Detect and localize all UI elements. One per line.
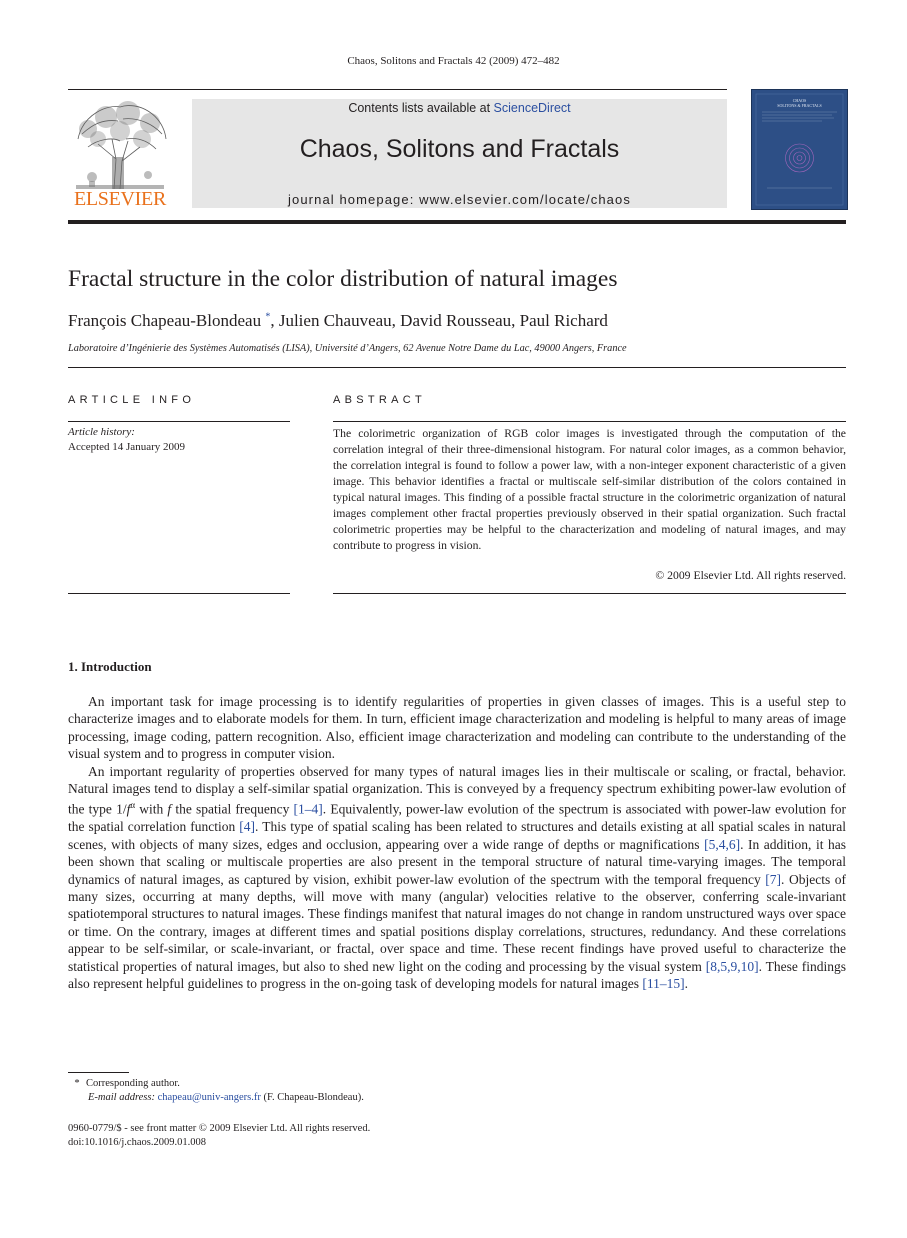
text-run: . These findings also represent helpful guidelines to progress in the on-going task of developing models for natural images xyxy=(68,958,846,991)
journal-cover-image xyxy=(751,89,848,210)
text-run: . In addition, it has been shown that scaling or multiscale properties are also present in the temporal structure of natural time-varying images. The temporal dynamics of natural images, as captured by vision, exhibit power-law evolution of the spectrum with the temporal frequency xyxy=(68,836,846,887)
email-label: E-mail address: xyxy=(88,1092,155,1103)
journal-title: Chaos, Solitons and Fractals xyxy=(299,135,620,163)
footnote-email xyxy=(88,1092,364,1103)
affiliation: Laboratoire d’Ingénierie des Systèmes Automatisés (LISA), Université d’Angers, 62 Avenue Notre Dame du Lac, 49000 Angers, France xyxy=(68,343,627,354)
author-first: François Chapeau-Blondeau xyxy=(68,311,262,330)
footnote-mark: * xyxy=(74,1078,80,1089)
issn-line: 0960-0779/$ - see front matter © 2009 Elsevier Ltd. All rights reserved. xyxy=(68,1123,371,1134)
contents-line xyxy=(192,101,727,115)
cover-title-line-1: CHAOS xyxy=(792,98,807,103)
accepted-date: Accepted 14 January 2009 xyxy=(68,441,185,453)
masthead-bottom-rule xyxy=(68,220,846,224)
citation-link[interactable]: [11–15] xyxy=(642,976,685,991)
running-head: Chaos, Solitons and Fractals 42 (2009) 472–482 xyxy=(347,55,560,67)
math-alpha: α xyxy=(130,800,136,811)
article-info-rule-bottom xyxy=(68,593,290,594)
cover-title-line-2: SOLITONS & FRACTALS xyxy=(777,103,822,108)
publisher-logo xyxy=(68,99,172,211)
header-divider xyxy=(68,367,846,368)
abstract-rule-bottom xyxy=(333,593,846,594)
journal-masthead xyxy=(68,89,846,211)
math-f: f xyxy=(126,801,131,817)
author-rest: , Julien Chauveau, David Rousseau, Paul Richard xyxy=(270,311,608,330)
masthead-top-rule xyxy=(68,89,727,90)
text-run: . Objects of many sizes, occurring at many depths, will move with many (angular) velocities relative to the observer, conferring scale-invariant spatiotemporal structures to natural images. These findings manifest that natural images do not change in random unstructured ways over space or time. On the contrary, images at different times and spatial positions display correlations, structures, redundancy. And these correlations appear to be self-similar, or scale-invariant, or fractal, over space and time. These recent findings have proved useful to characterize the statistical properties of natural images, but also to shed new light on the coding and processing by the visual system xyxy=(68,871,846,974)
text-run: An important regularity of properties observed for many types of natural images lies in their multiscale or scaling, or fractal, behavior. Natural images tend to display a self-similar spatial organization. This is conveyed by a frequency spectrum exhibiting power-law evolution of the type 1/ xyxy=(68,763,846,817)
footnote-corresponding xyxy=(68,1078,180,1089)
sciencedirect-link[interactable]: ScienceDirect xyxy=(493,101,571,115)
text-run: the spatial frequency xyxy=(171,801,294,817)
doi-line: doi:10.1016/j.chaos.2009.01.008 xyxy=(68,1137,206,1148)
text-run: . Equivalently, power-law evolution of the spectrum is associated with power-law evolution for the spatial correlation function xyxy=(68,801,846,835)
citation-link[interactable]: [8,5,9,10] xyxy=(705,958,759,974)
footnote-corresponding-text: Corresponding author. xyxy=(86,1078,180,1089)
citation-link[interactable]: [7] xyxy=(765,871,782,887)
introduction-body xyxy=(68,693,846,992)
publisher-wordmark: ELSEVIER xyxy=(73,188,167,210)
abstract-text: The colorimetric organization of RGB color images is investigated through the computation of the correlation integral of their three-dimensional histogram. For natural color images, as a common behavior, the correlation integral is found to follow a power law, with a non-integer exponent characteristic of a given image. This behavior identifies a fractal or multiscale self-similar distribution of the colors contained in typical natural images. This finding of a possible fractal structure in the colorimetric organization of natural images complement other fractal properties previously observed in their spatial organization. Such fractal colorimetric properties may be helpful to the characterization and modeling of natural images, and may contribute to progress in vision. xyxy=(333,427,846,552)
abstract-copyright: © 2009 Elsevier Ltd. All rights reserved. xyxy=(655,569,846,582)
intro-paragraph-2 xyxy=(68,763,846,993)
article-info-rule-top xyxy=(68,421,290,422)
intro-paragraph-1: An important task for image processing is to identify regularities of properties in given classes of images. This is a useful step to characterize images and to elaborate models for them. In turn, efficient image characterization and modeling is helpful to many areas of image processing, image coding, pattern recognition. Also, efficient image characterization and modeling can contribute to the understanding of the visual system and to progress in computer vision. xyxy=(68,694,846,762)
footnote-rule xyxy=(68,1072,129,1073)
paper-title: Fractal structure in the color distribution of natural images xyxy=(68,266,618,292)
section-heading-introduction: 1. Introduction xyxy=(68,659,152,674)
journal-banner xyxy=(192,99,727,208)
article-info-heading: ARTICLE INFO xyxy=(68,394,196,406)
journal-homepage[interactable]: journal homepage: www.elsevier.com/locate/chaos xyxy=(288,192,631,207)
tree-logo-icon xyxy=(68,99,172,191)
author-list xyxy=(68,311,608,331)
text-run: with xyxy=(135,801,168,817)
abstract-heading: ABSTRACT xyxy=(333,394,427,406)
citation-link[interactable]: [5,4,6] xyxy=(704,836,741,852)
article-history-label: Article history: xyxy=(68,426,135,438)
corresponding-author-mark[interactable]: * xyxy=(265,311,271,323)
abstract-rule-top xyxy=(333,421,846,422)
text-run: . xyxy=(684,976,688,991)
citation-link[interactable]: [4] xyxy=(239,819,256,835)
text-run: . This type of spatial scaling has been related to structures and details existing at all spatial scales in natural scenes, with objects of many sizes, edges and occlusion, appearing over a wide range of depths or magnifications xyxy=(68,819,846,852)
citation-link[interactable]: [1–4] xyxy=(293,801,323,817)
contents-prefix: Contents lists available at xyxy=(348,101,494,115)
math-f: f xyxy=(167,801,172,817)
email-link[interactable]: chapeau@univ-angers.fr xyxy=(157,1092,261,1103)
email-owner: (F. Chapeau-Blondeau). xyxy=(263,1092,364,1103)
